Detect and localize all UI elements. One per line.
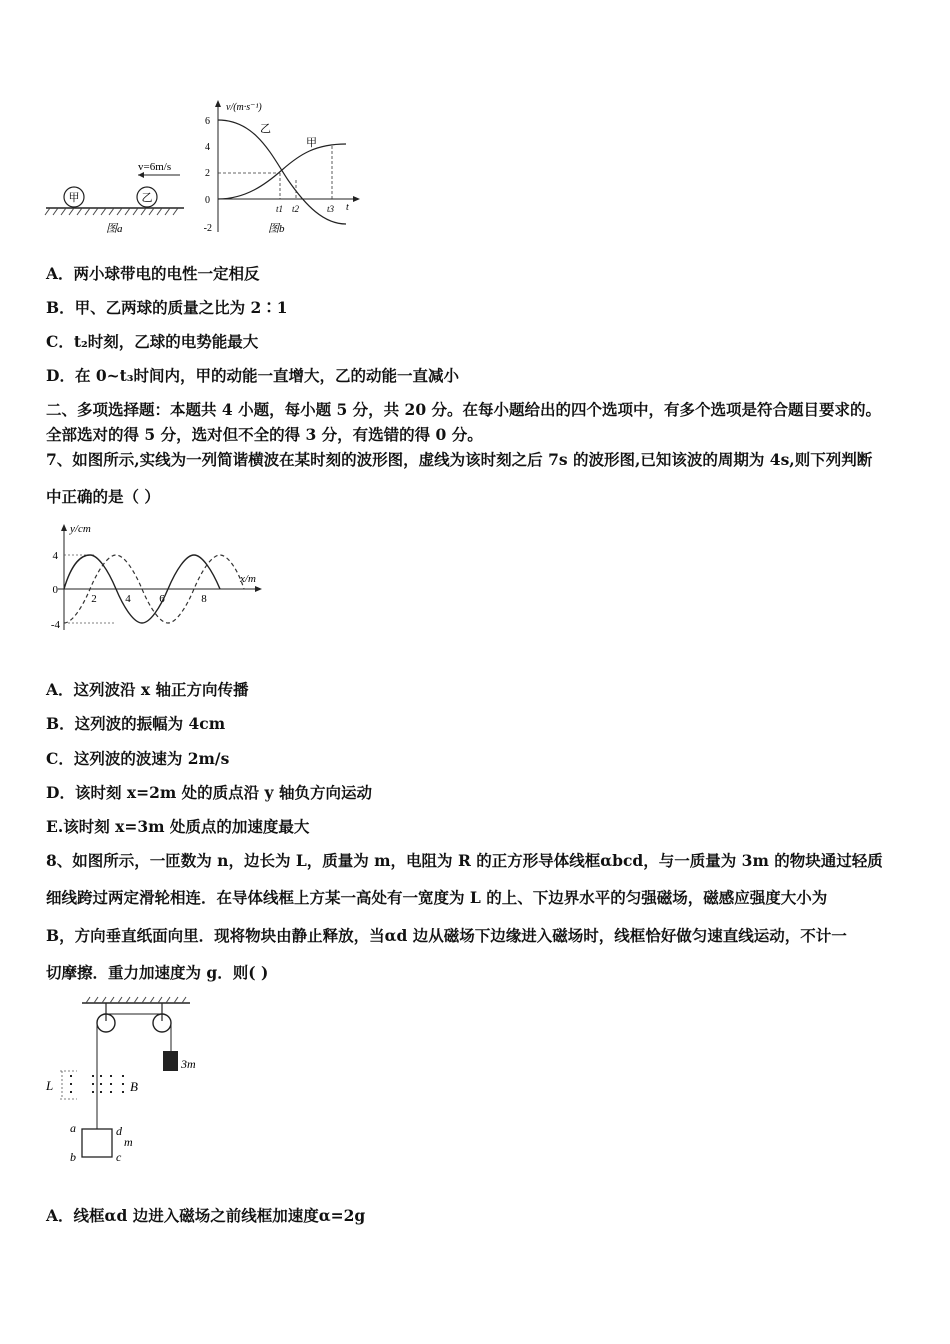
- q8-stem-line2: 细线跨过两定滑轮相连．在导体线框上方某一高处有一宽度为 L 的上、下边界水平的匀强磁场，磁感应强度大小为: [46, 888, 828, 907]
- y-tick-6: 6: [205, 116, 210, 127]
- t3-tick: t3: [327, 204, 335, 214]
- q7-wave-figure: [44, 518, 274, 638]
- v-axis-label: v/(m·s⁻¹): [226, 102, 262, 113]
- curve-yi-label: 乙: [260, 123, 271, 135]
- block-3m-label: 3m: [181, 1057, 196, 1071]
- frame-mass-label: m: [124, 1135, 133, 1149]
- q8-stem-line1: 8、如图所示，一匝数为 n，边长为 L，质量为 m，电阻为 R 的正方形导体线框αbcd，与一质量为 3m 的物块通过轻质: [46, 851, 883, 870]
- q6-option-a: A．两小球带电的电性一定相反: [46, 264, 260, 283]
- ball-yi-label: 乙: [141, 192, 153, 204]
- y-tick-4: 4: [205, 142, 210, 153]
- t2-tick: t2: [292, 204, 300, 214]
- y-tick-4: 4: [52, 550, 58, 562]
- q8-stem-line4: 切摩擦．重力加速度为 g．则( ): [46, 963, 269, 982]
- q7-stem-line2: 中正确的是（ ）: [46, 487, 160, 506]
- q7-option-d: D．该时刻 x=2m 处的质点沿 y 轴负方向运动: [46, 783, 372, 802]
- q8-pulley-figure: [40, 995, 220, 1170]
- y-axis-label: y/cm: [70, 523, 91, 535]
- q6-figure-b: [196, 96, 366, 241]
- section2-line1: 二、多项选择题：本题共 4 小题，每小题 5 分，共 20 分。在每小题给出的四个选项中，有多个选项是符合题目要求的。: [46, 400, 882, 419]
- t1-tick: t1: [276, 204, 284, 214]
- q6-figure-a: [40, 150, 190, 240]
- corner-c: c: [116, 1150, 122, 1164]
- field-b-label: B: [130, 1079, 138, 1094]
- ball-jia-label: 甲: [68, 192, 80, 204]
- fig-a-caption: 图a: [106, 223, 123, 235]
- q8-option-a: A．线框αd 边进入磁场之前线框加速度α=2g: [46, 1206, 366, 1225]
- field-width-label: L: [46, 1078, 54, 1093]
- y-tick-2: 2: [205, 168, 210, 179]
- x-tick-2: 2: [91, 593, 97, 605]
- x-tick-6: 6: [159, 593, 165, 605]
- q7-stem-line1: 7、如图所示,实线为一列简谐横波在某时刻的波形图，虚线为该时刻之后 7s 的波形图,已知该波的周期为 4s,则下列判断: [46, 450, 873, 469]
- q8-stem-line3: B，方向垂直纸面向里．现将物块由静止释放，当αd 边从磁场下边缘进入磁场时，线框恰好做匀速直线运动，不计一: [46, 926, 847, 945]
- corner-b: b: [70, 1150, 76, 1164]
- x-axis-label: x/m: [240, 573, 256, 585]
- wire-frame: [82, 1129, 112, 1157]
- y-tick-0: 0: [52, 584, 58, 596]
- x-tick-4: 4: [125, 593, 131, 605]
- q6-option-d: D．在 0~t₃时间内，甲的动能一直增大，乙的动能一直减小: [46, 366, 460, 385]
- fig-b-caption: 图b: [268, 223, 285, 235]
- q7-option-c: C．这列波的波速为 2m/s: [46, 749, 230, 768]
- x-tick-8: 8: [201, 593, 207, 605]
- q7-option-e: E.该时刻 x=3m 处质点的加速度最大: [46, 817, 310, 836]
- y-tick-neg4: -4: [50, 619, 60, 631]
- q7-option-a: A．这列波沿 x 轴正方向传播: [46, 680, 249, 699]
- q7-option-b: B．这列波的振幅为 4cm: [46, 714, 226, 733]
- block-3m: [163, 1051, 178, 1071]
- q6-option-b: B．甲、乙两球的质量之比为 2∶1: [46, 298, 288, 317]
- y-tick-neg2: -2: [203, 223, 212, 234]
- y-tick-0: 0: [205, 195, 210, 206]
- t-axis-label: t: [346, 202, 349, 213]
- curve-jia-label: 甲: [306, 137, 317, 149]
- corner-a: a: [70, 1121, 76, 1135]
- q6-option-c: C．t₂时刻，乙球的电势能最大: [46, 332, 259, 351]
- section2-line2: 全部选对的得 5 分，选对但不全的得 3 分，有选错的得 0 分。: [46, 425, 483, 444]
- velocity-label: v=6m/s: [138, 161, 172, 173]
- corner-d: d: [116, 1124, 122, 1138]
